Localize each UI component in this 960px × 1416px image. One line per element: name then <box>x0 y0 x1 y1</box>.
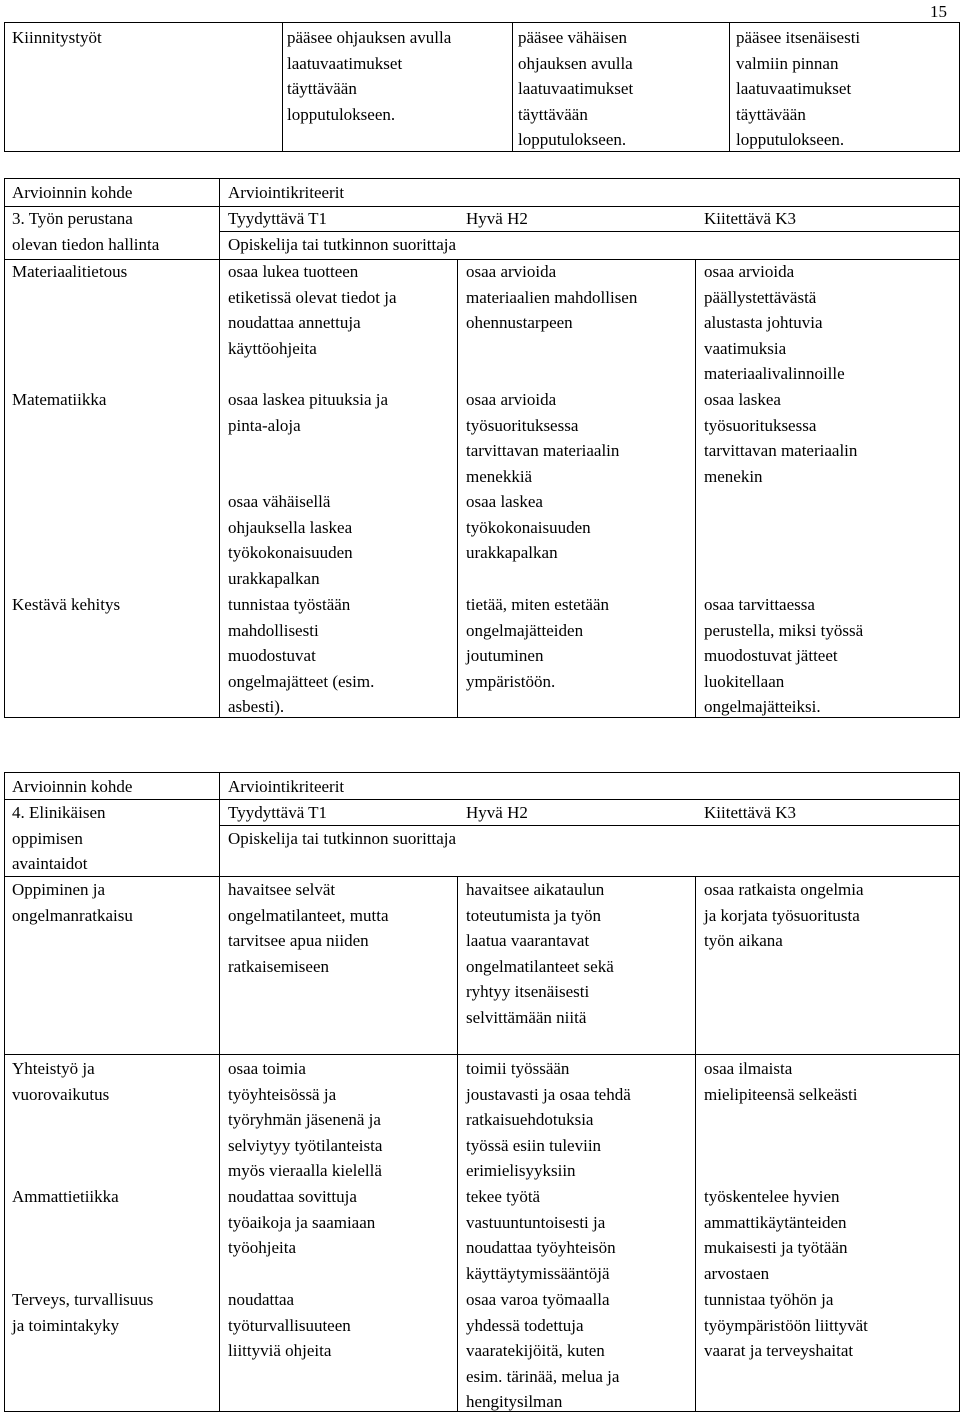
header-arviointikriteerit: Arviointikriteerit <box>228 183 345 202</box>
yhteistyo-t1: osaa toimia työyhteisössä ja työryhmän jäsenenä ja selviytyy työtilanteista myös vieraalla kielellä <box>228 1059 383 1180</box>
column-divider <box>282 23 283 151</box>
column-divider <box>695 259 696 717</box>
terveys-t1: noudattaa työturvallisuuteen liittyviä ohjeita <box>228 1290 351 1360</box>
criterion-t1: pääsee ohjauksen avulla laatuvaatimukset täyttävään lopputulokseen. <box>287 28 452 124</box>
matematiikka-h2: osaa arvioida työsuorituksessa tarvittavan materiaalin menekkiä <box>466 390 620 486</box>
yhteistyo-h2: toimii työssään joustavasti ja osaa tehdä ratkaisuehdotuksia työssä esiin tuleviin erimielisyyksiin <box>466 1059 631 1180</box>
row-label-kiinnitystyot: Kiinnitystyöt <box>12 28 102 47</box>
ammattietiikka-h2: tekee työtä vastuuntuntoisesti ja noudattaa työyhteisön käyttäytymissääntöjä <box>466 1187 616 1283</box>
performer-label: Opiskelija tai tutkinnon suorittaja <box>228 235 457 254</box>
kestava-k3: osaa tarvittaessa perustella, miksi työssä muodostuvat jätteet luokitellaan ongelmajätteiksi. <box>704 595 864 716</box>
oppiminen-k3: osaa ratkaista ongelmia ja korjata työsuoritusta työn aikana <box>704 880 864 950</box>
column-divider <box>457 259 458 717</box>
ammattietiikka-k3: työskentelee hyvien ammattikäytänteiden mukaisesti ja työtään arvostaen <box>704 1187 848 1283</box>
terveys-k3: tunnistaa työhön ja työympäristöön liittyvät vaarat ja terveyshaitat <box>704 1290 868 1360</box>
matematiikka-h2-urakka: osaa laskea työkokonaisuuden urakkapalkan <box>466 492 591 562</box>
section-title-3: 3. Työn perustana olevan tiedon hallinta <box>12 209 160 254</box>
header-arvioinnin-kohde: Arvioinnin kohde <box>12 183 133 202</box>
column-divider <box>512 23 513 151</box>
materiaalitietous-t1: osaa lukea tuotteen etiketissä olevat tiedot ja noudattaa annettuja käyttöohjeita <box>228 262 397 358</box>
level-k3: Kiitettävä K3 <box>704 803 797 822</box>
header-arviointikriteerit: Arviointikriteerit <box>228 777 345 796</box>
matematiikka-t1-urakka: osaa vähäisellä ohjauksella laskea työkokonaisuuden urakkapalkan <box>228 492 353 588</box>
matematiikka-t1: osaa laskea pituuksia ja pinta-aloja <box>228 390 389 435</box>
row-label-ammattietiikka: Ammattietiikka <box>12 1187 119 1206</box>
oppiminen-t1: havaitsee selvät ongelmatilanteet, mutta tarvitsee apua niiden ratkaisemiseen <box>228 880 389 976</box>
kestava-h2: tietää, miten estetään ongelmajätteiden joutuminen ympäristöön. <box>466 595 610 691</box>
terveys-h2: osaa varoa työmaalla yhdessä todettuja vaaratekijöitä, kuten esim. tärinää, melua ja hengitysilman <box>466 1290 620 1411</box>
column-divider <box>457 876 458 1411</box>
row-label-oppiminen: Oppiminen ja ongelmanratkaisu <box>12 880 133 925</box>
criterion-h2: pääsee vähäisen ohjauksen avulla laatuvaatimukset täyttävään lopputulokseen. <box>518 28 634 149</box>
row-divider <box>5 1054 959 1055</box>
level-h2: Hyvä H2 <box>466 209 528 228</box>
level-k3: Kiitettävä K3 <box>704 209 797 228</box>
ammattietiikka-t1: noudattaa sovittuja työaikoja ja saamiaan työohjeita <box>228 1187 376 1257</box>
row-label-materiaalitietous: Materiaalitietous <box>12 262 128 281</box>
oppiminen-h2: havaitsee aikataulun toteutumista ja työn laatua vaarantavat ongelmatilanteet sekä ryhtyy itsenäisesti selvittämään niitä <box>466 880 614 1027</box>
column-divider <box>695 876 696 1411</box>
row-label-terveys: Terveys, turvallisuus ja toimintakyky <box>12 1290 154 1335</box>
column-divider <box>219 179 220 717</box>
page-number: 15 <box>930 2 947 21</box>
kestava-t1: tunnistaa työstään mahdollisesti muodostuvat ongelmajätteet (esim. asbesti). <box>228 595 375 716</box>
section-title-4: 4. Elinikäisen oppimisen avaintaidot <box>12 803 106 873</box>
row-label-yhteistyo: Yhteistyö ja vuorovaikutus <box>12 1059 110 1104</box>
materiaalitietous-k3: osaa arvioida päällystettävästä alustasta johtuvia vaatimuksia materiaalivalinnoille <box>704 262 845 383</box>
row-label-kestava-kehitys: Kestävä kehitys <box>12 595 121 614</box>
level-t1: Tyydyttävä T1 <box>228 803 328 822</box>
column-divider <box>219 773 220 1411</box>
criterion-k3: pääsee itsenäisesti valmiin pinnan laatuvaatimukset täyttävään lopputulokseen. <box>736 28 861 149</box>
header-arvioinnin-kohde: Arvioinnin kohde <box>12 777 133 796</box>
materiaalitietous-h2: osaa arvioida materiaalien mahdollisen ohennustarpeen <box>466 262 638 332</box>
performer-label: Opiskelija tai tutkinnon suorittaja <box>228 829 457 848</box>
column-divider <box>729 23 730 151</box>
level-h2: Hyvä H2 <box>466 803 528 822</box>
level-t1: Tyydyttävä T1 <box>228 209 328 228</box>
yhteistyo-k3: osaa ilmaista mielipiteensä selkeästi <box>704 1059 858 1104</box>
matematiikka-k3: osaa laskea työsuorituksessa tarvittavan materiaalin menekin <box>704 390 858 486</box>
row-label-matematiikka: Matematiikka <box>12 390 107 409</box>
